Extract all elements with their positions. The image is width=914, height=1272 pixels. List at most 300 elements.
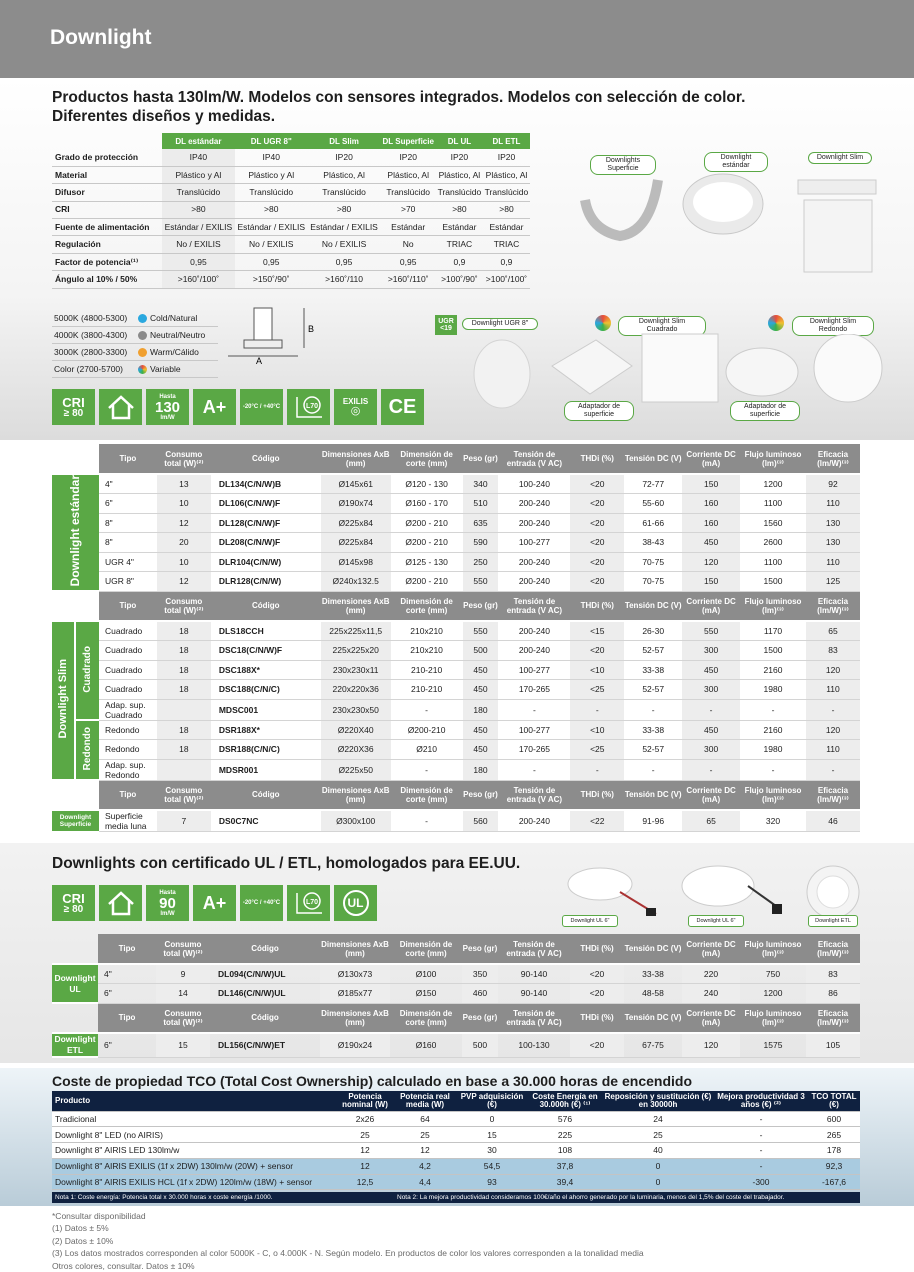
cell: <22 bbox=[570, 810, 624, 832]
cell: <20 bbox=[570, 641, 624, 661]
cell: Difusor bbox=[52, 184, 162, 201]
cell: PVP adquisición (€) bbox=[456, 1091, 528, 1111]
cell: 600 bbox=[808, 1111, 860, 1127]
column-header: Tensión de entrada (V AC) bbox=[498, 444, 570, 474]
cell: <25 bbox=[570, 680, 624, 700]
energy-class-icon: A+ bbox=[193, 389, 236, 425]
column-header: Tensión DC (V) bbox=[624, 780, 682, 810]
efficacy-icon: Hasta 90 lm/W bbox=[146, 885, 189, 921]
cell: 40 bbox=[602, 1143, 714, 1159]
cell: 170-265 bbox=[498, 740, 570, 760]
cell: Translúcido bbox=[235, 184, 308, 201]
cell: 93 bbox=[456, 1174, 528, 1190]
cell: Ø120 - 130 bbox=[391, 474, 463, 494]
column-header: Tensión DC (V) bbox=[624, 444, 682, 474]
column-header: Peso (gr) bbox=[462, 934, 498, 964]
cell: >160˚/100˚ bbox=[162, 271, 235, 288]
cell: 25 bbox=[394, 1127, 456, 1143]
column-header: Eficacia (lm/W)⁽³⁾ bbox=[806, 780, 860, 810]
subgroup-label: Cuadrado bbox=[75, 621, 99, 720]
cell: 130 bbox=[806, 533, 860, 553]
cell: 108 bbox=[528, 1143, 602, 1159]
cell: 83 bbox=[806, 964, 860, 984]
cell: Plástico, Al bbox=[436, 166, 483, 183]
table-header-row bbox=[52, 591, 860, 621]
cell: 120 bbox=[682, 552, 740, 572]
cell: 635 bbox=[463, 513, 499, 533]
l70-icon bbox=[287, 885, 330, 921]
cell: 0,95 bbox=[308, 253, 381, 270]
column-header: Tipo bbox=[99, 444, 157, 474]
cell: >160˚/110˚ bbox=[380, 271, 435, 288]
column-header: Código bbox=[211, 444, 321, 474]
cell: 0,9 bbox=[483, 253, 530, 270]
column-header: THDi (%) bbox=[570, 780, 624, 810]
column-header: Corriente DC (mA) bbox=[682, 934, 740, 964]
cell: 12 bbox=[336, 1143, 394, 1159]
cell: >80 bbox=[162, 201, 235, 218]
table-row bbox=[52, 1033, 860, 1057]
table-row bbox=[52, 621, 860, 641]
energy-class-icon: A+ bbox=[193, 885, 236, 921]
cell: MDSR001 bbox=[211, 759, 321, 780]
page-title: Downlight bbox=[50, 26, 152, 49]
cell: 6" bbox=[98, 1033, 156, 1057]
column-header: Tensión de entrada (V AC) bbox=[498, 1003, 570, 1033]
cell: - bbox=[806, 759, 860, 780]
spec-row bbox=[52, 184, 530, 201]
column-header: Consumo total (W)⁽²⁾ bbox=[156, 934, 210, 964]
cell: Ø145x61 bbox=[321, 474, 391, 494]
cell: Ø200 - 210 bbox=[391, 513, 463, 533]
group-label: Downlight estándar bbox=[52, 474, 99, 591]
tco-table bbox=[52, 1091, 860, 1190]
cell: 300 bbox=[682, 680, 740, 700]
cell: 18 bbox=[157, 660, 211, 680]
column-header: Peso (gr) bbox=[463, 591, 499, 621]
temperature-icon: -20°C / +40°C bbox=[240, 389, 283, 425]
cell: - bbox=[714, 1111, 808, 1127]
cell: 500 bbox=[463, 641, 499, 661]
cell: - bbox=[391, 759, 463, 780]
tco-row bbox=[52, 1143, 860, 1159]
cell: UGR 4" bbox=[99, 552, 157, 572]
cell: Material bbox=[52, 166, 162, 183]
downlight-ul-image-2 bbox=[676, 862, 786, 922]
cell: Estándar / EXILIS bbox=[308, 219, 381, 236]
table-row bbox=[52, 740, 860, 760]
variable-color-icon bbox=[138, 365, 147, 374]
column-header: Eficacia (lm/W)⁽³⁾ bbox=[806, 591, 860, 621]
cell: 105 bbox=[806, 1033, 860, 1057]
cell: 52-57 bbox=[624, 641, 682, 661]
cell: No / EXILIS bbox=[235, 236, 308, 253]
table-row bbox=[52, 720, 860, 740]
column-header: Eficacia (lm/W)⁽³⁾ bbox=[806, 934, 860, 964]
ul-section-title: Downlights con certificado UL / ETL, homologados para EE.UU. bbox=[52, 855, 521, 872]
cri-icon: CRI ≥ 80 bbox=[52, 885, 95, 921]
cell: -167,6 bbox=[808, 1174, 860, 1190]
cell: 225x225x11,5 bbox=[321, 621, 391, 641]
cell: Ø130x73 bbox=[320, 964, 390, 984]
cell: IP20 bbox=[483, 149, 530, 166]
cell: 91-96 bbox=[624, 810, 682, 832]
tco-row bbox=[52, 1127, 860, 1143]
column-header: Flujo luminoso (lm)⁽³⁾ bbox=[740, 591, 806, 621]
cell: 110 bbox=[806, 494, 860, 514]
cell: 230x230x50 bbox=[321, 699, 391, 720]
cell: 100-130 bbox=[498, 1033, 570, 1057]
cell: 52-57 bbox=[624, 680, 682, 700]
cell: IP20 bbox=[436, 149, 483, 166]
cell: 18 bbox=[157, 621, 211, 641]
cell: Redondo bbox=[99, 720, 157, 740]
column-header: Dimensiones AxB (mm) bbox=[321, 444, 391, 474]
cell: Ø100 bbox=[390, 964, 462, 984]
cell: DLS18CCH bbox=[211, 621, 321, 641]
cell: Ø210 bbox=[391, 740, 463, 760]
label-adaptador-1: Adaptador de superficie bbox=[564, 401, 634, 421]
column-header: Flujo luminoso (lm)⁽³⁾ bbox=[740, 444, 806, 474]
downlight-slim-image bbox=[796, 178, 880, 276]
efficacy-icon: Hasta 130 lm/W bbox=[146, 389, 189, 425]
cell: Ø300x100 bbox=[321, 810, 391, 832]
cell: 0,95 bbox=[235, 253, 308, 270]
footnote: *Consultar disponibilidad bbox=[52, 1211, 146, 1221]
cell: 55-60 bbox=[624, 494, 682, 514]
cell: 576 bbox=[528, 1111, 602, 1127]
cell: 1500 bbox=[740, 572, 806, 592]
table-row bbox=[52, 572, 860, 592]
cell: Plástico, Al bbox=[308, 166, 381, 183]
ul-icon: UL bbox=[334, 885, 377, 921]
cell: 0 bbox=[602, 1158, 714, 1174]
cell: 67-75 bbox=[624, 1033, 682, 1057]
cell: - bbox=[806, 699, 860, 720]
column-header: Dimensión de corte (mm) bbox=[390, 1003, 462, 1033]
cell: 200-240 bbox=[498, 621, 570, 641]
cell: DSC188X* bbox=[211, 660, 321, 680]
column-header: Tensión DC (V) bbox=[624, 591, 682, 621]
cell: Downlight 8" AIRIS LED 130lm/w bbox=[52, 1143, 336, 1159]
cell: 90-140 bbox=[498, 964, 570, 984]
downlight-estandar-image bbox=[680, 168, 766, 238]
cell: 15 bbox=[156, 1033, 210, 1057]
label-superficie: Downlights Superficie bbox=[590, 155, 656, 175]
column-header: Eficacia (lm/W)⁽³⁾ bbox=[806, 1003, 860, 1033]
cell: Downlight 8" LED (no AIRIS) bbox=[52, 1127, 336, 1143]
cell: 54,5 bbox=[456, 1158, 528, 1174]
cell: Plástico y Al bbox=[235, 166, 308, 183]
cell: 160 bbox=[682, 513, 740, 533]
cell: 100-277 bbox=[498, 720, 570, 740]
cell: Potencia nominal (W) bbox=[336, 1091, 394, 1111]
cell: 265 bbox=[808, 1127, 860, 1143]
column-header: Peso (gr) bbox=[462, 1003, 498, 1033]
cell: <10 bbox=[570, 720, 624, 740]
cell: 450 bbox=[682, 660, 740, 680]
cell: Translúcido bbox=[162, 184, 235, 201]
cell: 510 bbox=[463, 494, 499, 514]
cell: >100˚/90˚ bbox=[436, 271, 483, 288]
table-header-row bbox=[52, 780, 860, 810]
cell: 1200 bbox=[740, 984, 806, 1004]
cell: 1100 bbox=[740, 552, 806, 572]
cell: Cuadrado bbox=[99, 680, 157, 700]
cell: 180 bbox=[463, 759, 499, 780]
cell: DLR128(C/N/W) bbox=[211, 572, 321, 592]
label-slim-cuadrado: Downlight Slim Cuadrado bbox=[618, 316, 706, 336]
l70-icon bbox=[287, 389, 330, 425]
cell: 550 bbox=[463, 621, 499, 641]
cri-icon: CRI ≥ 80 bbox=[52, 389, 95, 425]
cell: Translúcido bbox=[436, 184, 483, 201]
cell: - bbox=[391, 810, 463, 832]
label-adaptador-2: Adaptador de superficie bbox=[730, 401, 800, 421]
column-header: Tensión DC (V) bbox=[624, 934, 682, 964]
cell: Ø125 - 130 bbox=[391, 552, 463, 572]
column-header: Dimensión de corte (mm) bbox=[391, 591, 463, 621]
cell: 750 bbox=[740, 964, 806, 984]
cell: 450 bbox=[463, 660, 499, 680]
cell: 70-75 bbox=[624, 552, 682, 572]
cell: IP20 bbox=[308, 149, 381, 166]
cell: 33-38 bbox=[624, 660, 682, 680]
cell: - bbox=[570, 699, 624, 720]
table-row bbox=[52, 759, 860, 780]
cell: 500 bbox=[462, 1033, 498, 1057]
column-header: Peso (gr) bbox=[463, 780, 499, 810]
cell: 320 bbox=[740, 810, 806, 832]
cell: <25 bbox=[570, 740, 624, 760]
cell: <20 bbox=[570, 572, 624, 592]
column-header: Código bbox=[210, 934, 320, 964]
cell: 9 bbox=[156, 964, 210, 984]
cell: 1980 bbox=[740, 680, 806, 700]
cell: DSC188(C/N/C) bbox=[211, 680, 321, 700]
cell: Ø185x77 bbox=[320, 984, 390, 1004]
cell: DL106(C/N/W)F bbox=[211, 494, 321, 514]
cell: 2600 bbox=[740, 533, 806, 553]
cell: 240 bbox=[682, 984, 740, 1004]
ul-etl-product-table bbox=[52, 934, 860, 1058]
column-header: THDi (%) bbox=[570, 444, 624, 474]
cell: Plástico, Al bbox=[483, 166, 530, 183]
cell: DLR104(C/N/W) bbox=[211, 552, 321, 572]
cell: 72-77 bbox=[624, 474, 682, 494]
cell: 1500 bbox=[740, 641, 806, 661]
cell: 300 bbox=[682, 740, 740, 760]
warm-icon bbox=[138, 348, 147, 357]
cell: Cuadrado bbox=[99, 641, 157, 661]
column-header: Consumo total (W)⁽²⁾ bbox=[157, 444, 211, 474]
cell: - bbox=[682, 759, 740, 780]
cell: - bbox=[391, 699, 463, 720]
cell: Estándar / EXILIS bbox=[162, 219, 235, 236]
subgroup-label: Redondo bbox=[75, 720, 99, 780]
cell: 30 bbox=[456, 1143, 528, 1159]
spec-col: DL UGR 8" bbox=[235, 133, 308, 149]
cell: 200-240 bbox=[498, 641, 570, 661]
cell: 7 bbox=[157, 810, 211, 832]
cell: 550 bbox=[682, 621, 740, 641]
table-row bbox=[52, 641, 860, 661]
table-row bbox=[52, 552, 860, 572]
cell: >160˚/110 bbox=[308, 271, 381, 288]
table-row bbox=[52, 494, 860, 514]
cell: Mejora productividad 3 años (€) ⁽²⁾ bbox=[714, 1091, 808, 1111]
cell: 120 bbox=[806, 660, 860, 680]
cell: 340 bbox=[463, 474, 499, 494]
cell: Translúcido bbox=[483, 184, 530, 201]
cell: 225x225x20 bbox=[321, 641, 391, 661]
cell: Estándar bbox=[483, 219, 530, 236]
dim-a-label: A bbox=[256, 356, 263, 366]
cell: 12,5 bbox=[336, 1174, 394, 1190]
label-slim: Downlight Slim bbox=[808, 152, 872, 164]
cell: <20 bbox=[570, 984, 624, 1004]
cell: Cuadrado bbox=[99, 660, 157, 680]
cell: DL094(C/N/W)UL bbox=[210, 964, 320, 984]
cell: 25 bbox=[336, 1127, 394, 1143]
label-etl: Downlight ETL bbox=[808, 915, 858, 927]
cell: 450 bbox=[682, 533, 740, 553]
cell: 250 bbox=[463, 552, 499, 572]
cell: Fuente de alimentación bbox=[52, 219, 162, 236]
cell: DL146(C/N/W)UL bbox=[210, 984, 320, 1004]
cell: 200-240 bbox=[498, 494, 570, 514]
cell: Ø190x74 bbox=[321, 494, 391, 514]
cell: 100-277 bbox=[498, 533, 570, 553]
legend-row: 5000K (4800-5300) Cold/Natural bbox=[52, 310, 218, 327]
cell: 110 bbox=[806, 680, 860, 700]
footnote: Otros colores, consultar. Datos ± 10% bbox=[52, 1260, 195, 1271]
cell: 6" bbox=[99, 494, 157, 514]
cell: No / EXILIS bbox=[162, 236, 235, 253]
cell: 160 bbox=[682, 494, 740, 514]
cell: 210-210 bbox=[391, 660, 463, 680]
column-header: Tipo bbox=[98, 1003, 156, 1033]
cell: Superficie media luna bbox=[99, 810, 157, 832]
cell: DL156(C/N/W)ET bbox=[210, 1033, 320, 1057]
cell: 2160 bbox=[740, 660, 806, 680]
cell: 92 bbox=[806, 474, 860, 494]
cell: - bbox=[498, 699, 570, 720]
cell: - bbox=[740, 759, 806, 780]
cell: Ø200-210 bbox=[391, 720, 463, 740]
cell: 18 bbox=[157, 740, 211, 760]
cell: IP20 bbox=[380, 149, 435, 166]
color-temperature-legend bbox=[52, 310, 218, 378]
column-header: Dimensiones AxB (mm) bbox=[321, 780, 391, 810]
column-header: Código bbox=[211, 780, 321, 810]
color-select-icon bbox=[595, 315, 611, 331]
cell: <20 bbox=[570, 513, 624, 533]
spec-col: DL ETL bbox=[483, 133, 530, 149]
column-header: Tipo bbox=[98, 934, 156, 964]
cell: >70 bbox=[380, 201, 435, 218]
cell: Potencia real media (W) bbox=[394, 1091, 456, 1111]
cell: Plástico, Al bbox=[380, 166, 435, 183]
cell: TRIAC bbox=[436, 236, 483, 253]
color-select-icon bbox=[768, 315, 784, 331]
column-header: Corriente DC (mA) bbox=[682, 1003, 740, 1033]
cell: Downlight 8" AIRIS EXILIS (1f x 2DW) 130lm/w (20W) + sensor bbox=[52, 1158, 336, 1174]
cell: 120 bbox=[682, 1033, 740, 1057]
cell: 48-58 bbox=[624, 984, 682, 1004]
cell: 8" bbox=[99, 533, 157, 553]
cell: 2x26 bbox=[336, 1111, 394, 1127]
label-ul6-a: Downlight UL 6" bbox=[562, 915, 618, 927]
cell: Ø225x50 bbox=[321, 759, 391, 780]
cell: - bbox=[714, 1127, 808, 1143]
cell: Ø240x132.5 bbox=[321, 572, 391, 592]
cell: Producto bbox=[52, 1091, 336, 1111]
home-icon bbox=[99, 885, 142, 921]
legend-row: 4000K (3800-4300) Neutral/Neutro bbox=[52, 327, 218, 344]
cell: 350 bbox=[462, 964, 498, 984]
cell: 130 bbox=[806, 513, 860, 533]
table-header-row bbox=[52, 934, 860, 964]
cell: Ø200 - 210 bbox=[391, 533, 463, 553]
home-icon bbox=[99, 389, 142, 425]
cell: No / EXILIS bbox=[308, 236, 381, 253]
cell: DSC18(C/N/W)F bbox=[211, 641, 321, 661]
cell: 200-240 bbox=[498, 810, 570, 832]
cell: Adap. sup. Cuadrado bbox=[99, 699, 157, 720]
dimension-diagram bbox=[222, 304, 322, 366]
cell: 0,95 bbox=[380, 253, 435, 270]
cell: >80 bbox=[483, 201, 530, 218]
cell: - bbox=[740, 699, 806, 720]
cell: 230x230x11 bbox=[321, 660, 391, 680]
column-header: Flujo luminoso (lm)⁽³⁾ bbox=[740, 1003, 806, 1033]
cell: - bbox=[714, 1158, 808, 1174]
cell: 210x210 bbox=[391, 621, 463, 641]
cell: 220x220x36 bbox=[321, 680, 391, 700]
cell: 2160 bbox=[740, 720, 806, 740]
cell: 1100 bbox=[740, 494, 806, 514]
cell: 170-265 bbox=[498, 680, 570, 700]
cell: 560 bbox=[463, 810, 499, 832]
cell: Ø200 - 210 bbox=[391, 572, 463, 592]
table-row bbox=[52, 680, 860, 700]
column-header: Flujo luminoso (lm)⁽³⁾ bbox=[740, 780, 806, 810]
column-header: Código bbox=[211, 591, 321, 621]
cold-icon bbox=[138, 314, 147, 323]
cell: Cuadrado bbox=[99, 621, 157, 641]
spec-row bbox=[52, 166, 530, 183]
ce-icon: CE bbox=[381, 389, 424, 425]
cell: >150˚/90˚ bbox=[235, 271, 308, 288]
cell: <10 bbox=[570, 660, 624, 680]
feature-icons bbox=[52, 389, 424, 425]
cell: <20 bbox=[570, 474, 624, 494]
column-header: Consumo total (W)⁽²⁾ bbox=[156, 1003, 210, 1033]
footnote: (3) Los datos mostrados corresponden al color 5000K - C, o 4.000K - N. Según modelo. En productos de color los valores corresponden a la tonalidad media bbox=[52, 1248, 644, 1259]
cell: 120 bbox=[806, 720, 860, 740]
spec-col: DL Slim bbox=[308, 133, 381, 149]
cell: 64 bbox=[394, 1111, 456, 1127]
cell: <20 bbox=[570, 964, 624, 984]
table-header-row bbox=[52, 444, 860, 474]
cell: - bbox=[498, 759, 570, 780]
cell: 26-30 bbox=[624, 621, 682, 641]
section-title-line1: Productos hasta 130lm/W. Modelos con sensores integrados. Modelos con selección de color. bbox=[52, 89, 746, 106]
cell: 37,8 bbox=[528, 1158, 602, 1174]
cell: 450 bbox=[463, 720, 499, 740]
cell: CRI bbox=[52, 201, 162, 218]
